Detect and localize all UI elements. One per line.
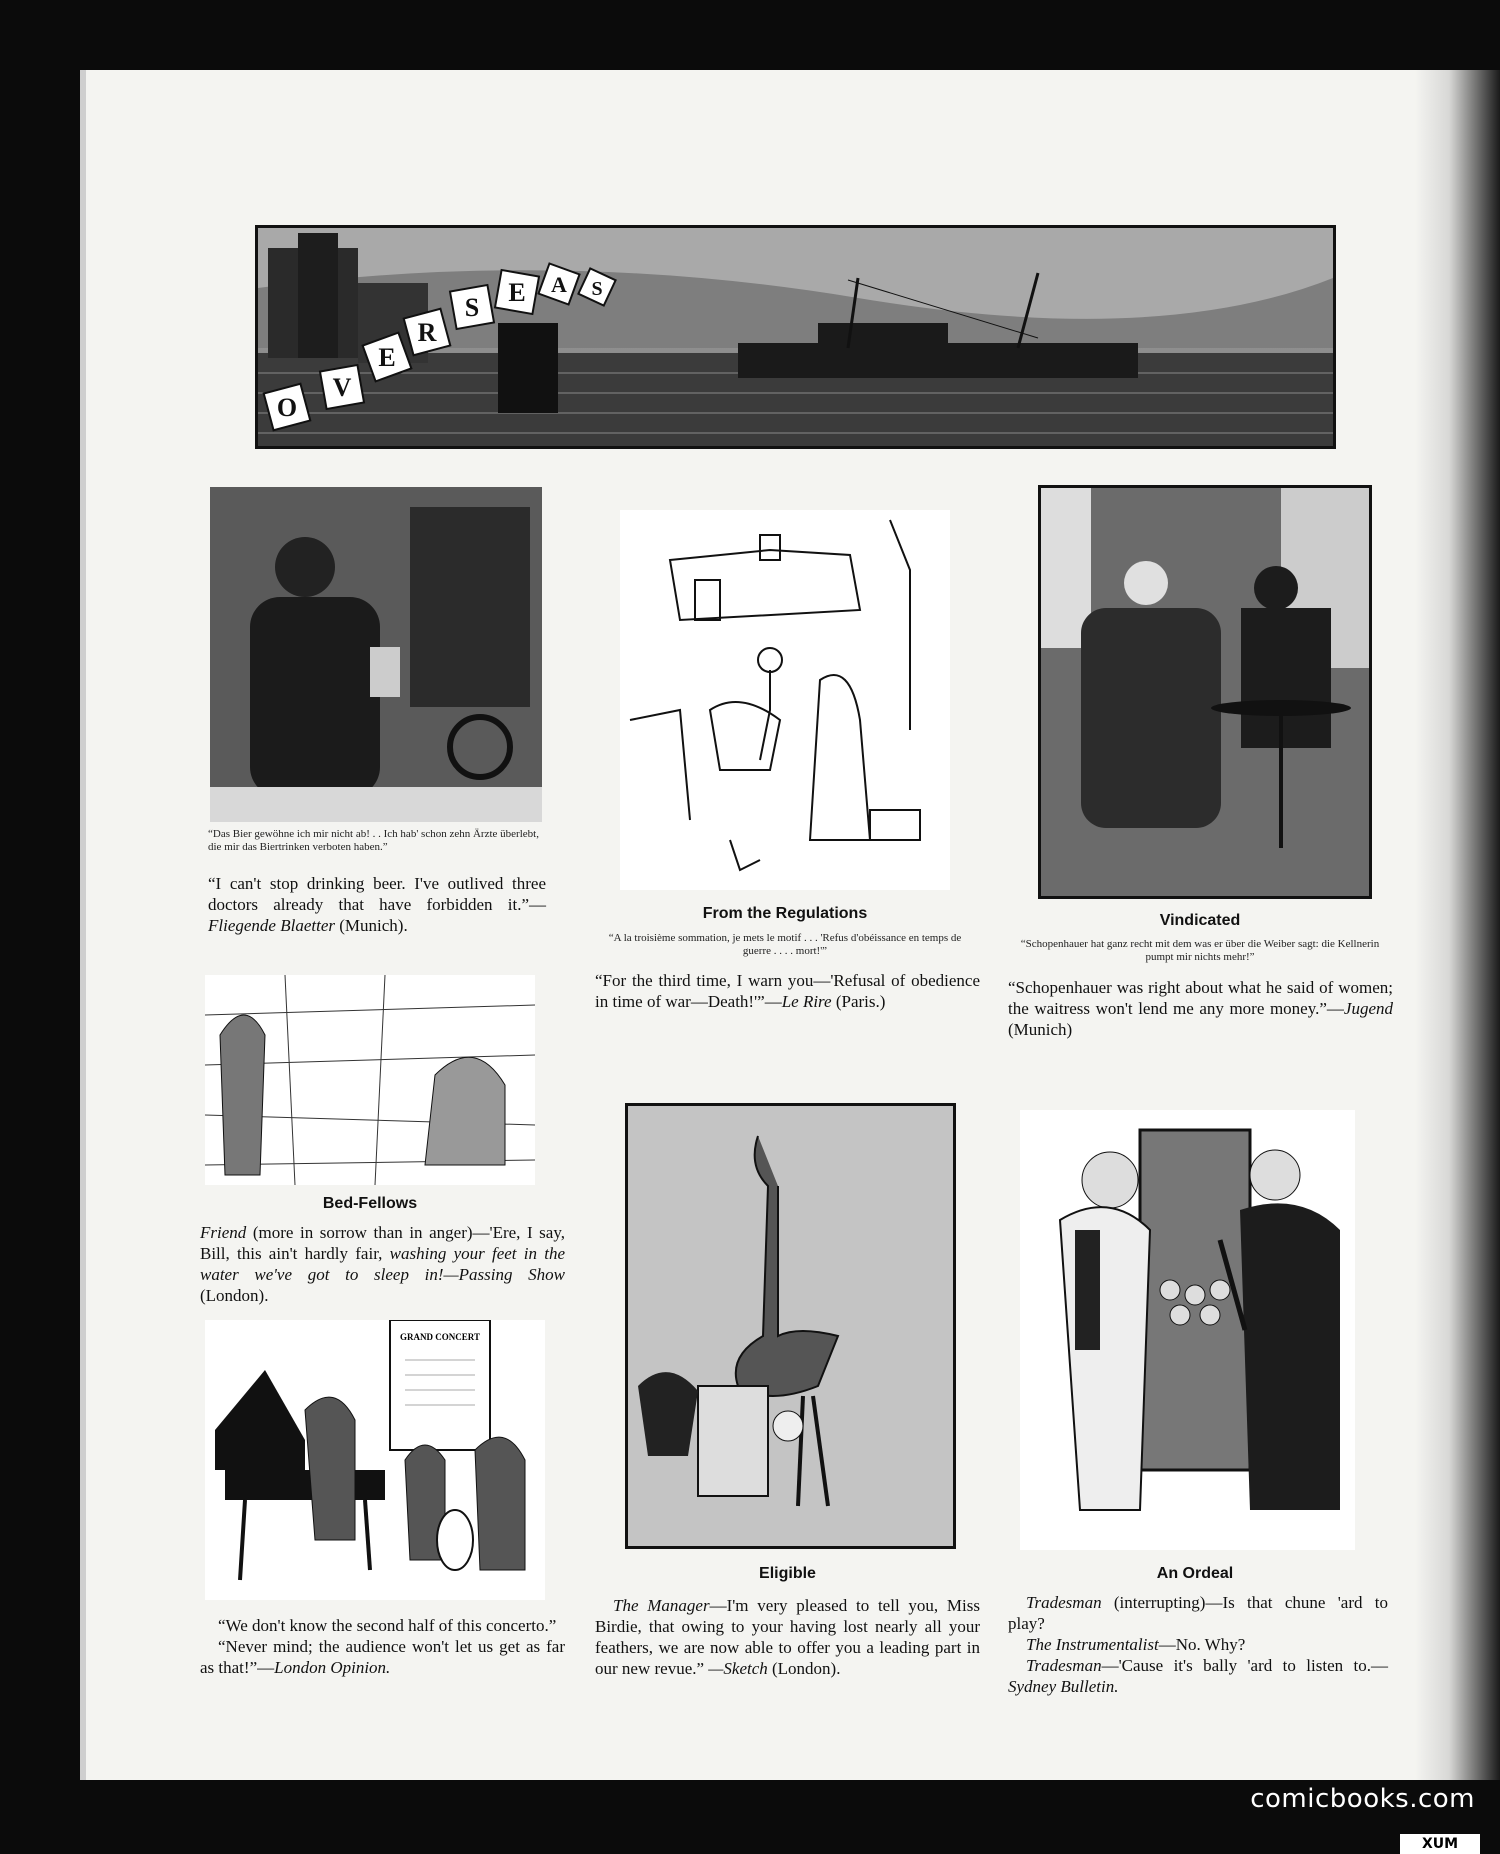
banner-letter: E: [508, 278, 526, 307]
cartoon-bedfellows-title: Bed-Fellows: [322, 1195, 418, 1212]
cartoon-concert-drawing: [205, 1320, 545, 1600]
caption-text: (more in sorrow than in anger)—'Ere, I say, Bill, this ain't hardly fair,: [200, 1223, 565, 1263]
caption-text: “For the third time, I warn you—'Refusal of obedience in time of war—Death!'”—: [595, 971, 980, 1011]
speaker: Tradesman: [1026, 1593, 1102, 1612]
caption-italic: washing your feet in the water we've got to sleep in!—Passing Show: [200, 1244, 565, 1284]
speaker: Tradesman: [1026, 1656, 1102, 1675]
speaker: The Instrumentalist: [1026, 1635, 1159, 1654]
page-fold-shadow: [1415, 70, 1500, 1780]
caption-text: “I can't stop drinking beer. I've outlived three doctors already that have forbidden it.”—: [208, 874, 546, 914]
banner-letter: S: [591, 278, 603, 300]
cartoon-regulations-original-caption: “A la troisième sommation, je mets le motif . . . 'Refus d'obéissance en temps de guerre . . . . mort!'”: [608, 932, 962, 957]
cartoon-vindicated-drawing: [1041, 488, 1369, 896]
cartoon-beer-original-caption: “Das Bier gewöhne ich mir nicht ab! . . Ich hab' schon zehn Ärzte überlebt, die mir das Biertrinken verboten haben.”: [208, 828, 539, 853]
caption-text: (interrupting)—Is that chune 'ard to play?: [1008, 1593, 1388, 1633]
cartoon-eligible-caption: [595, 1595, 980, 1679]
source-city: (Munich).: [334, 916, 408, 935]
banner-letter: V: [332, 373, 352, 402]
cartoon-vindicated-illustration: [1038, 485, 1372, 899]
banner-letter: E: [378, 343, 396, 372]
source-publication: London Opinion.: [274, 1658, 391, 1677]
source-city: (Munich): [1008, 1020, 1073, 1039]
cartoon-bedfellows-caption: [200, 1222, 565, 1306]
cartoon-regulations-caption: [595, 970, 980, 1012]
source-city: (Paris.): [831, 992, 886, 1011]
source-publication: Sydney Bulletin.: [1008, 1677, 1119, 1696]
banner-illustration: [258, 228, 1333, 446]
cartoon-beer-caption: [208, 873, 546, 936]
cartoon-vindicated-title: Vindicated: [1159, 912, 1241, 929]
cartoon-bedfellows-illustration: [205, 975, 535, 1185]
caption-text: —I'm very pleased to tell you, Miss Birdie, that owing to your having lost nearly all your feathers, we are now able to offer you a leading part in our new revue.”: [595, 1596, 980, 1678]
source-publication: Jugend: [1343, 999, 1393, 1018]
cartoon-eligible-title: Eligible: [759, 1565, 816, 1582]
banner-letter: S: [464, 293, 480, 322]
caption-text: “Never mind; the audience won't let us get as far as that!”—: [200, 1637, 565, 1677]
cartoon-ordeal-caption: [1008, 1592, 1388, 1697]
caption-line: “We don't know the second half of this concerto.”: [218, 1616, 557, 1635]
source-publication: Fliegende Blaetter: [208, 916, 335, 935]
cartoon-ordeal-illustration: [1020, 1110, 1355, 1550]
cartoon-regulations-title: From the Regulations: [702, 905, 868, 922]
cartoon-concert-caption: [200, 1615, 565, 1678]
caption-text: “Schopenhauer was right about what he said of women; the waitress won't lend me any more money.”—: [1008, 978, 1393, 1018]
cartoon-ordeal-drawing: [1020, 1110, 1355, 1550]
site-watermark: comicbooks.com: [1250, 1784, 1475, 1814]
cartoon-ordeal-title: An Ordeal: [1156, 1565, 1234, 1582]
caption-text: —'Cause it's bally 'ard to listen to.—: [1101, 1656, 1388, 1675]
cartoon-bedfellows-drawing: [205, 975, 535, 1185]
source-city: (London).: [767, 1659, 841, 1678]
cartoon-vindicated-original-caption: “Schopenhauer hat ganz recht mit dem was er über die Weiber sagt: die Kellnerin pumpt mir nichts mehr!”: [1020, 938, 1380, 963]
cartoon-regulations-illustration: [620, 510, 950, 890]
cartoon-regulations-drawing: [620, 510, 950, 890]
cartoon-vindicated-caption: [1008, 977, 1393, 1040]
source-publication: Le Rire: [781, 992, 832, 1011]
cartoon-eligible-drawing: [628, 1106, 953, 1546]
banner-letter: R: [417, 318, 437, 347]
source-city: (London).: [200, 1286, 269, 1305]
corner-tag: XUM: [1400, 1834, 1480, 1854]
cartoon-beer-illustration: [210, 487, 542, 822]
source-publication: —Sketch: [708, 1659, 768, 1678]
speaker: Friend: [200, 1223, 247, 1242]
concert-poster-title: GRAND CONCERT: [400, 1332, 480, 1342]
cartoon-concert-illustration: [205, 1320, 545, 1600]
speaker: The Manager: [613, 1596, 710, 1615]
overseas-banner: [255, 225, 1336, 449]
caption-text: —No. Why?: [1158, 1635, 1246, 1654]
cartoon-eligible-illustration: [625, 1103, 956, 1549]
banner-letter: O: [276, 393, 298, 422]
cartoon-beer-drawing: [210, 487, 542, 822]
banner-letter: A: [551, 272, 567, 297]
